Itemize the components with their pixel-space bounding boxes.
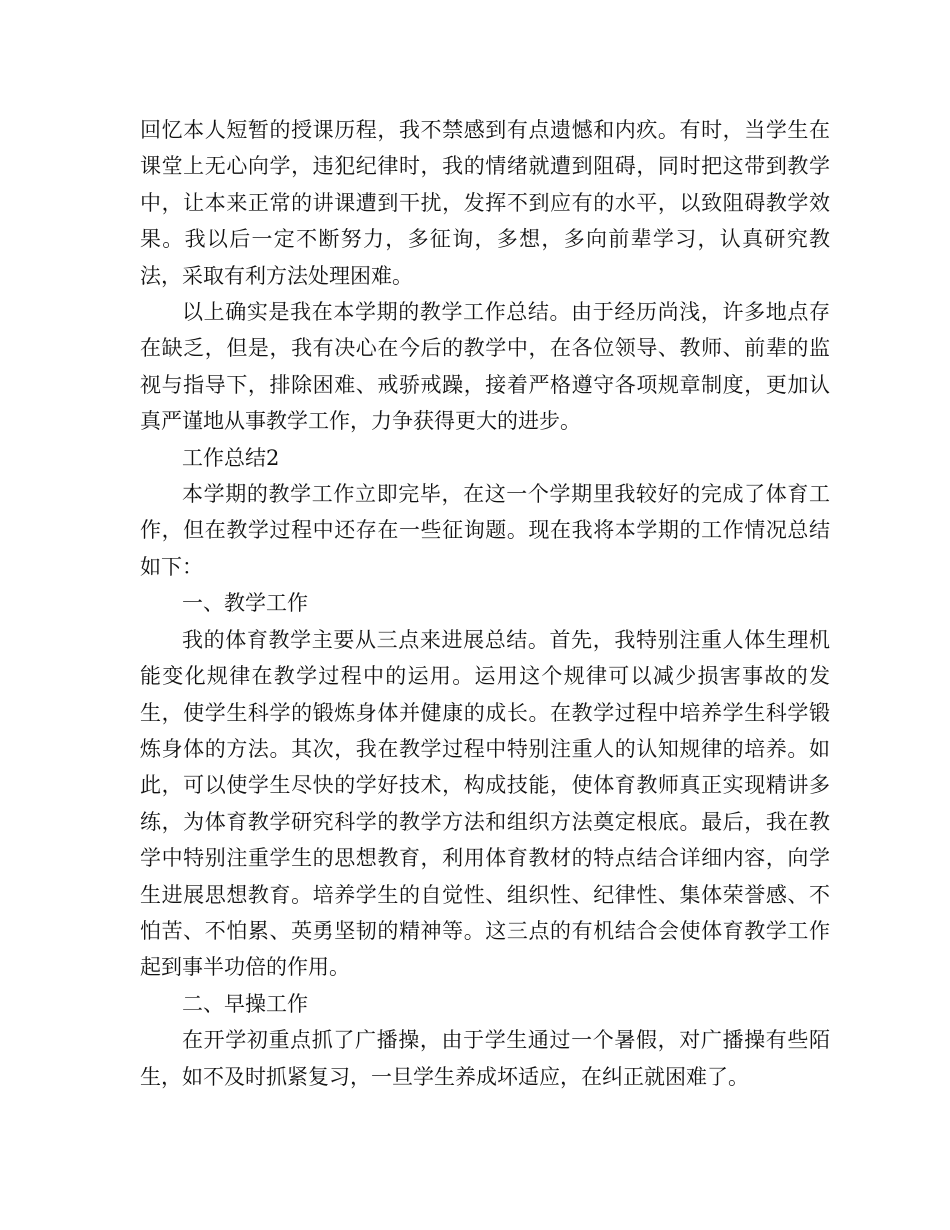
paragraph-semester-intro: 本学期的教学工作立即完毕，在这一个学期里我较好的完成了体育工作，但在教学过程中还存在一些征询题。现在我将本学期的工作情况总结如下： xyxy=(140,482,830,579)
document-page xyxy=(140,112,830,1095)
paragraph-teaching-work: 我的体育教学主要从三点来进展总结。首先，我特别注重人体生理机能变化规律在教学过程中的运用。运用这个规律可以减少损害事故的发生，使学生科学的锻炼身体并健康的成长。在教学过程中培养学生科学锻炼身体的方法。其次，我在教学过程中特别注重人的认知规律的培养。如此，可以使学生尽快的学好技术，构成技能，使体育教师真正实现精讲多练，为体育教学研究科学的教学方法和组织方法奠定根底。最后，我在教学中特别注重学生的思想教育，利用体育教材的特点结合详细内容，向学生进展思想教育。培养学生的自觉性、组织性、纪律性、集体荣誉感、不怕苦、不怕累、英勇坚韧的精神等。这三点的有机结合会使体育教学工作起到事半功倍的作用。 xyxy=(140,627,830,980)
paragraph-reflection: 回忆本人短暂的授课历程，我不禁感到有点遗憾和内疚。有时，当学生在课堂上无心向学，违犯纪律时，我的情绪就遭到阻碍，同时把这带到教学中，让本来正常的讲课遭到干扰，发挥不到应有的水平，以致阻碍教学效果。我以后一定不断努力，多征询，多想，多向前辈学习，认真研究教法，采取有利方法处理困难。 xyxy=(140,118,830,288)
paragraph-summary-conclusion: 以上确实是我在本学期的教学工作总结。由于经历尚浅，许多地点存在缺乏，但是，我有决心在今后的教学中，在各位领导、教师、前辈的监视与指导下，排除困难、戒骄戒躁，接着严格遵守各项规章制度，更加认真严谨地从事教学工作，力争获得更大的进步。 xyxy=(140,300,830,434)
heading-morning-exercise: 二、早操工作 xyxy=(182,991,308,1016)
paragraph-morning-exercise: 在开学初重点抓了广播操，由于学生通过一个暑假，对广播操有些陌生，如不及时抓紧复习，一旦学生养成坏适应，在纠正就困难了。 xyxy=(140,1028,830,1089)
heading-teaching-work: 一、教学工作 xyxy=(182,591,308,616)
section-title-work-summary-2: 工作总结2 xyxy=(182,445,280,470)
